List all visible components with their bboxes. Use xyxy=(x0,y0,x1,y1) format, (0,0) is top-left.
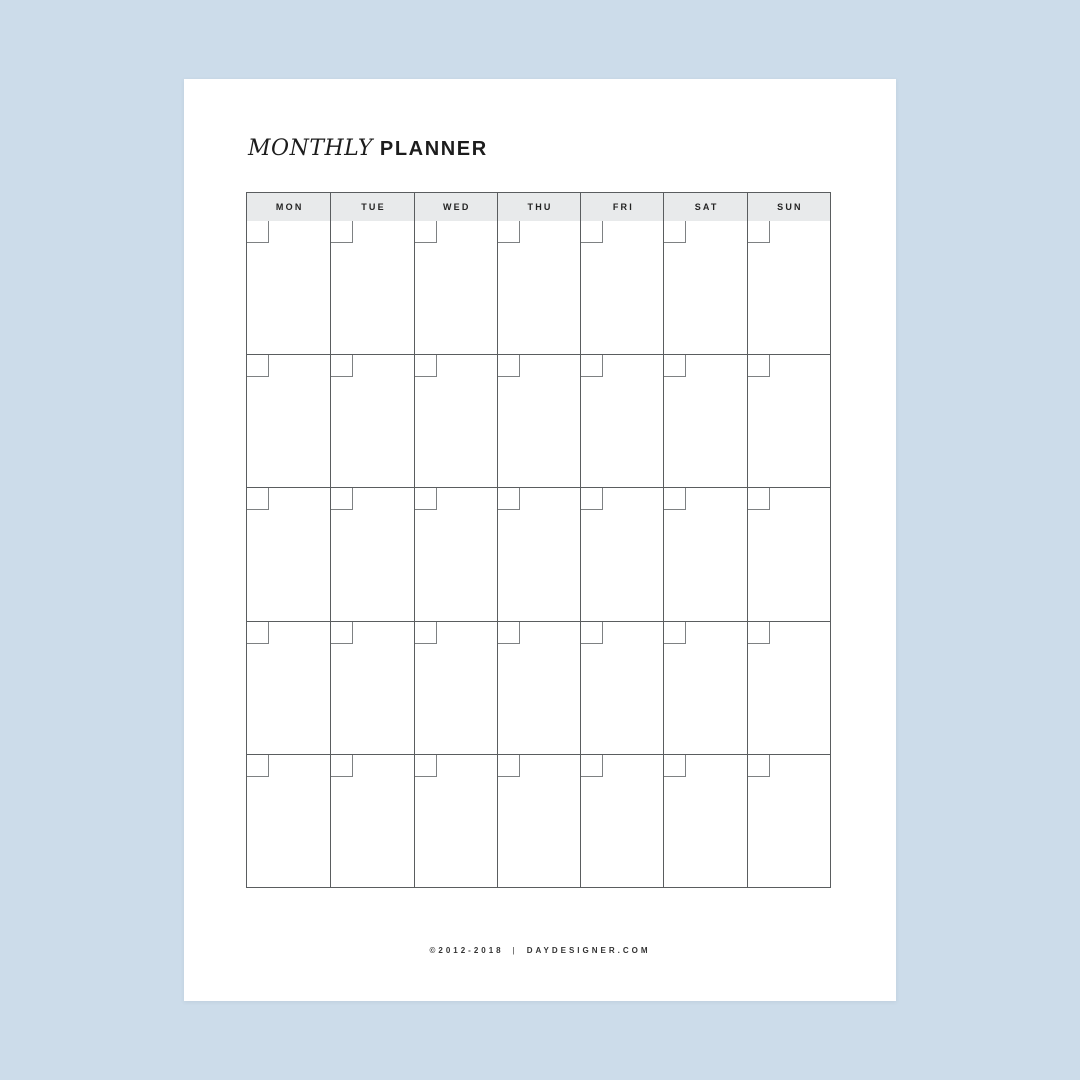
date-number-box xyxy=(748,488,770,510)
date-number-box xyxy=(331,755,353,777)
date-number-box xyxy=(498,755,520,777)
date-number-box xyxy=(664,622,686,644)
calendar-cell-r2-c1 xyxy=(247,354,330,487)
date-number-box xyxy=(247,355,269,377)
calendar-cell-r4-c1 xyxy=(247,621,330,754)
calendar-cell-r2-c6 xyxy=(663,354,746,487)
calendar-cell-r2-c3 xyxy=(414,354,497,487)
calendar-cell-r3-c5 xyxy=(580,487,663,620)
date-number-box xyxy=(581,755,603,777)
date-number-box xyxy=(331,622,353,644)
date-number-box xyxy=(748,622,770,644)
title-monthly: MONTHLY xyxy=(248,136,373,161)
calendar-cell-r4-c4 xyxy=(497,621,580,754)
date-number-box xyxy=(664,755,686,777)
calendar-cell-r3-c6 xyxy=(663,487,746,620)
date-number-box xyxy=(247,488,269,510)
date-number-box xyxy=(664,355,686,377)
calendar-cell-r2-c5 xyxy=(580,354,663,487)
date-number-box xyxy=(498,488,520,510)
date-number-box xyxy=(415,755,437,777)
weekday-header-mon: MON xyxy=(275,202,304,212)
title-planner: PLANNER xyxy=(379,138,488,160)
weekday-header-sun: SUN xyxy=(747,193,830,221)
calendar-cell-r1-c7 xyxy=(747,221,830,354)
calendar-cell-r5-c7 xyxy=(747,754,830,887)
footer-website: DAYDESIGNER.COM xyxy=(526,946,651,955)
date-number-box xyxy=(581,221,603,243)
calendar-cell-r4-c2 xyxy=(330,621,413,754)
date-number-box xyxy=(247,221,269,243)
footer-separator: | xyxy=(512,946,518,955)
calendar-cell-r5-c5 xyxy=(580,754,663,887)
calendar-cell-r5-c3 xyxy=(414,754,497,887)
date-number-box xyxy=(748,755,770,777)
date-number-box xyxy=(498,622,520,644)
calendar-cell-r1-c1 xyxy=(247,221,330,354)
date-number-box xyxy=(331,488,353,510)
weekday-header-thu: THU xyxy=(497,193,580,221)
date-number-box xyxy=(415,221,437,243)
calendar-cell-r3-c4 xyxy=(497,487,580,620)
calendar-cell-r2-c7 xyxy=(747,354,830,487)
planner-page xyxy=(184,79,896,1001)
date-number-box xyxy=(581,488,603,510)
weekday-header-sat: SAT xyxy=(663,193,746,221)
date-number-box xyxy=(748,221,770,243)
calendar-cell-r1-c3 xyxy=(414,221,497,354)
date-number-box xyxy=(247,755,269,777)
page-title xyxy=(248,136,488,161)
calendar-cell-r1-c6 xyxy=(663,221,746,354)
calendar-cell-r1-c5 xyxy=(580,221,663,354)
date-number-box xyxy=(331,355,353,377)
calendar-cell-r2-c2 xyxy=(330,354,413,487)
date-number-box xyxy=(664,221,686,243)
date-number-box xyxy=(748,355,770,377)
calendar-cell-r5-c4 xyxy=(497,754,580,887)
calendar-cell-r4-c7 xyxy=(747,621,830,754)
calendar-cell-r4-c5 xyxy=(580,621,663,754)
calendar-cell-r1-c4 xyxy=(497,221,580,354)
calendar-cell-r5-c6 xyxy=(663,754,746,887)
date-number-box xyxy=(581,355,603,377)
date-number-box xyxy=(415,622,437,644)
weekday-header-tue: TUE xyxy=(330,193,413,221)
date-number-box xyxy=(581,622,603,644)
calendar-cell-r4-c6 xyxy=(663,621,746,754)
date-number-box xyxy=(498,355,520,377)
calendar-cell-r5-c1 xyxy=(247,754,330,887)
weekday-header-wed: WED xyxy=(414,193,497,221)
calendar-cell-r3-c7 xyxy=(747,487,830,620)
monthly-calendar-grid xyxy=(246,192,831,888)
date-number-box xyxy=(415,355,437,377)
weekday-header-fri: FRI xyxy=(580,193,663,221)
footer xyxy=(184,946,896,955)
calendar-cell-r2-c4 xyxy=(497,354,580,487)
date-number-box xyxy=(498,221,520,243)
calendar-body xyxy=(247,221,830,887)
calendar-cell-r3-c2 xyxy=(330,487,413,620)
date-number-box xyxy=(415,488,437,510)
date-number-box xyxy=(664,488,686,510)
date-number-box xyxy=(331,221,353,243)
calendar-cell-r4-c3 xyxy=(414,621,497,754)
footer-copyright: ©2012-2018 xyxy=(429,946,504,955)
calendar-cell-r1-c2 xyxy=(330,221,413,354)
weekday-header-row xyxy=(247,193,830,221)
calendar-cell-r3-c1 xyxy=(247,487,330,620)
date-number-box xyxy=(247,622,269,644)
calendar-cell-r3-c3 xyxy=(414,487,497,620)
calendar-cell-r5-c2 xyxy=(330,754,413,887)
